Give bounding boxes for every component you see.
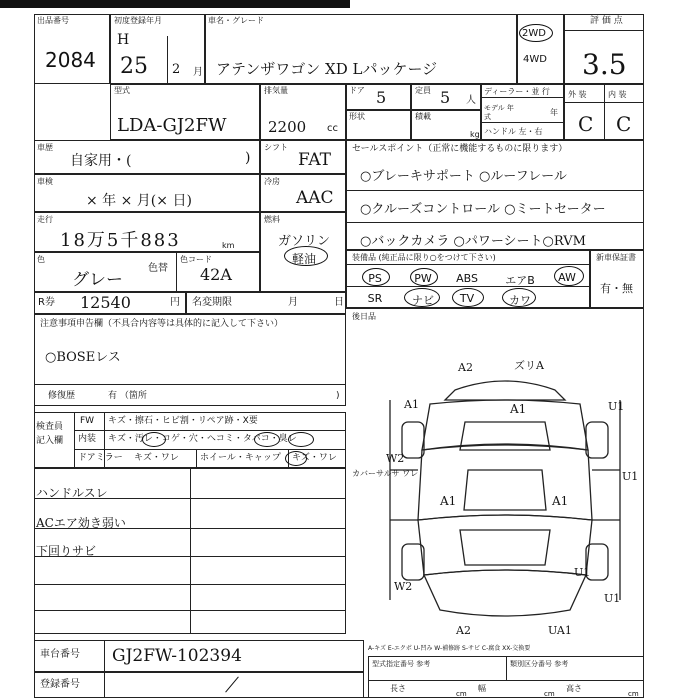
lot-number: 2084 bbox=[45, 48, 96, 72]
dmg-w2-rear: W2 bbox=[394, 580, 413, 593]
insp-mirror-label: ドアミラー bbox=[78, 453, 123, 463]
inspection-value: × 年 × 月(× 日) bbox=[86, 193, 192, 209]
equip-navi: ナビ bbox=[412, 294, 434, 307]
fuel-sub: 軽油 bbox=[292, 252, 317, 266]
usage-value: 自家用・( bbox=[70, 153, 132, 169]
shift-value: FAT bbox=[298, 150, 332, 170]
reg-year: 25 bbox=[120, 54, 148, 79]
color-code: 42A bbox=[200, 265, 232, 284]
meigi-label: 名変期限 bbox=[192, 297, 232, 308]
sales-point-1: ○ブレーキサポート ○ルーフレール bbox=[360, 169, 567, 184]
score-label: 評 価 点 bbox=[590, 16, 623, 26]
equip-aw: AW bbox=[558, 271, 576, 284]
reg-month-unit: 月 bbox=[193, 67, 203, 78]
equip-tv: TV bbox=[459, 292, 475, 305]
equip-pw: PW bbox=[414, 272, 432, 285]
shift-label: シフト bbox=[264, 143, 288, 152]
insp-wheel-items: キズ・ワレ bbox=[292, 453, 337, 463]
reg-label: 初度登録年月 bbox=[114, 16, 162, 25]
chassis-label: 車台番号 bbox=[40, 649, 80, 660]
lot-label: 出品番号 bbox=[37, 16, 69, 25]
insp-mirror-items: キズ・ワレ bbox=[134, 453, 179, 463]
insp-interior-label: 内装 bbox=[78, 434, 97, 444]
exterior-grade: C bbox=[578, 112, 594, 136]
dims-unit-1: cm bbox=[456, 690, 467, 698]
capacity-label: 定員 bbox=[415, 86, 431, 95]
dims-width: 幅 bbox=[478, 684, 486, 693]
repair-label: 修復歴 bbox=[48, 391, 76, 401]
meigi-day: 日 bbox=[334, 297, 344, 308]
sales-label: セールスポイント（正常に機能するものに限ります） bbox=[352, 144, 568, 154]
sales-point-3: ○バックカメラ ○パワーシート○RVM bbox=[360, 234, 586, 249]
disp-unit: cc bbox=[327, 123, 338, 134]
recycle-label: R券 bbox=[38, 297, 55, 308]
doors-value: 5 bbox=[376, 88, 387, 107]
dmg-u1-right-top: U1 bbox=[608, 400, 625, 413]
drive-4wd: 4WD bbox=[523, 54, 547, 65]
mileage-value: 18万5千883 bbox=[60, 230, 181, 251]
doors-label: ドア bbox=[349, 86, 365, 95]
chassis-value: GJ2FW-102394 bbox=[112, 646, 242, 666]
warranty-value: 有・無 bbox=[600, 282, 633, 295]
dealer-label: ディーラー・並 行 bbox=[484, 87, 550, 96]
warranty-label: 新車保証書 bbox=[596, 253, 636, 262]
car-name: アテンザワゴン XD Lパッケージ bbox=[216, 60, 438, 78]
dmg-a1-door: A1 bbox=[440, 494, 457, 508]
cooling-label: 冷房 bbox=[264, 177, 280, 186]
legend: A-キズ E-エクボ U-凹み W-補修跡 S-サビ C-腐食 XX-交換要 bbox=[368, 645, 531, 652]
interior-grade: C bbox=[616, 112, 632, 136]
mileage-unit: km bbox=[222, 241, 235, 250]
color-value: グレー bbox=[72, 270, 123, 290]
caution-value: ○BOSEレス bbox=[45, 350, 121, 365]
load-label: 積載 bbox=[415, 112, 431, 121]
legend-b2: 類別区分番号 参考 bbox=[510, 660, 569, 668]
equip-camera: カワ bbox=[509, 294, 531, 307]
capacity-value: 5 bbox=[440, 88, 451, 107]
color-label: 色 bbox=[37, 255, 45, 264]
equip-ps: PS bbox=[368, 272, 382, 285]
equip-airbag: エアB bbox=[505, 274, 535, 287]
equip-abs: ABS bbox=[456, 272, 478, 285]
disp-value: 2200 bbox=[268, 118, 307, 136]
dmg-u1-rear-right: U1 bbox=[604, 592, 621, 605]
fuel-value: ガソリン bbox=[278, 234, 331, 249]
dmg-u1-rear: U1 bbox=[574, 566, 591, 579]
dims-height: 高さ bbox=[566, 684, 582, 693]
insp-fw-label: FW bbox=[80, 416, 95, 426]
car-label: 車名・グレード bbox=[208, 16, 264, 25]
meigi-month: 月 bbox=[288, 297, 298, 308]
model-code: LDA-GJ2FW bbox=[117, 115, 227, 136]
color-code-label: 色コード bbox=[180, 255, 212, 264]
dmg-a1-left: A1 bbox=[404, 398, 419, 411]
dmg-a1-hood: A1 bbox=[510, 402, 527, 416]
insp-fw-items: キズ・擦石・ヒビ割・リペア跡・X要 bbox=[108, 416, 258, 426]
shape-label: 形状 bbox=[349, 112, 365, 121]
equip-sr: SR bbox=[367, 292, 383, 305]
regno-label: 登録番号 bbox=[40, 679, 80, 690]
disp-label: 排気量 bbox=[264, 86, 288, 95]
drive-2wd: 2WD bbox=[522, 28, 546, 39]
dmg-w2: W2 bbox=[386, 452, 405, 465]
inspector-label: 検査員 記入欄 bbox=[36, 422, 64, 446]
load-unit: kg bbox=[470, 130, 480, 139]
note-rust: 下回りサビ bbox=[36, 544, 97, 558]
dmg-ua1: UA1 bbox=[548, 624, 572, 637]
note-handle: ハンドルスレ bbox=[36, 486, 108, 500]
repair-value: 有 （箇所 bbox=[108, 391, 147, 401]
dmg-cover-note: カバーサルサ ワレ bbox=[352, 469, 419, 478]
handle-label: ハンドル 左・右 bbox=[484, 127, 543, 136]
model-year-label: モデル 年式 bbox=[484, 104, 514, 121]
interior-label: 内 装 bbox=[608, 90, 627, 99]
exterior-label: 外 装 bbox=[568, 90, 587, 99]
score-value: 3.5 bbox=[582, 48, 627, 81]
dims-unit-3: cm bbox=[628, 690, 639, 698]
reg-era: H bbox=[117, 32, 130, 48]
sales-point-2: ○クルーズコントロール ○ミートセーター bbox=[360, 202, 606, 217]
notes-label: 後日品 bbox=[352, 312, 376, 321]
usage-label: 車歴 bbox=[37, 143, 53, 152]
dmg-a2-top: A2 bbox=[458, 361, 473, 374]
repair-close: ) bbox=[336, 391, 340, 401]
inspection-label: 車検 bbox=[37, 177, 53, 186]
dims-unit-2: cm bbox=[544, 690, 555, 698]
header-strip bbox=[0, 0, 350, 8]
regno-row bbox=[34, 672, 364, 698]
dmg-a1-roof: A1 bbox=[552, 494, 569, 508]
mileage-label: 走行 bbox=[37, 215, 53, 224]
usage-row bbox=[34, 140, 260, 174]
recycle-unit: 円 bbox=[170, 297, 180, 308]
model-year-unit: 年 bbox=[550, 108, 558, 117]
insp-interior-items: キズ・汚レ・コゲ・穴・ヘコミ・タバコ・臭レ bbox=[108, 434, 297, 444]
dims-length: 長さ bbox=[390, 684, 406, 693]
insp-wheel-label: ホイール・キャップ bbox=[200, 453, 281, 463]
reg-month: 2 bbox=[172, 62, 181, 77]
color-change-label: 色替 bbox=[148, 263, 168, 274]
dmg-a2-bottom: A2 bbox=[456, 624, 471, 637]
model-label: 型式 bbox=[114, 86, 130, 95]
usage-close: ) bbox=[245, 150, 251, 166]
capacity-unit: 人 bbox=[466, 95, 476, 106]
recycle-value: 12540 bbox=[80, 293, 131, 312]
legend-b1: 型式指定番号 参考 bbox=[372, 660, 431, 668]
fuel-label: 燃料 bbox=[264, 215, 280, 224]
equip-label: 装備品 (純正品に限り○をつけて下さい) bbox=[352, 253, 496, 262]
caution-label: 注意事項申告欄（不具合内容等は具体的に記入して下さい） bbox=[40, 319, 284, 329]
dmg-u1-right-mid: U1 bbox=[622, 470, 639, 483]
dmg-zuri-a: ズリA bbox=[514, 359, 544, 372]
cooling-value: AAC bbox=[296, 188, 334, 208]
note-ac: ACエア効き弱い bbox=[36, 516, 126, 530]
